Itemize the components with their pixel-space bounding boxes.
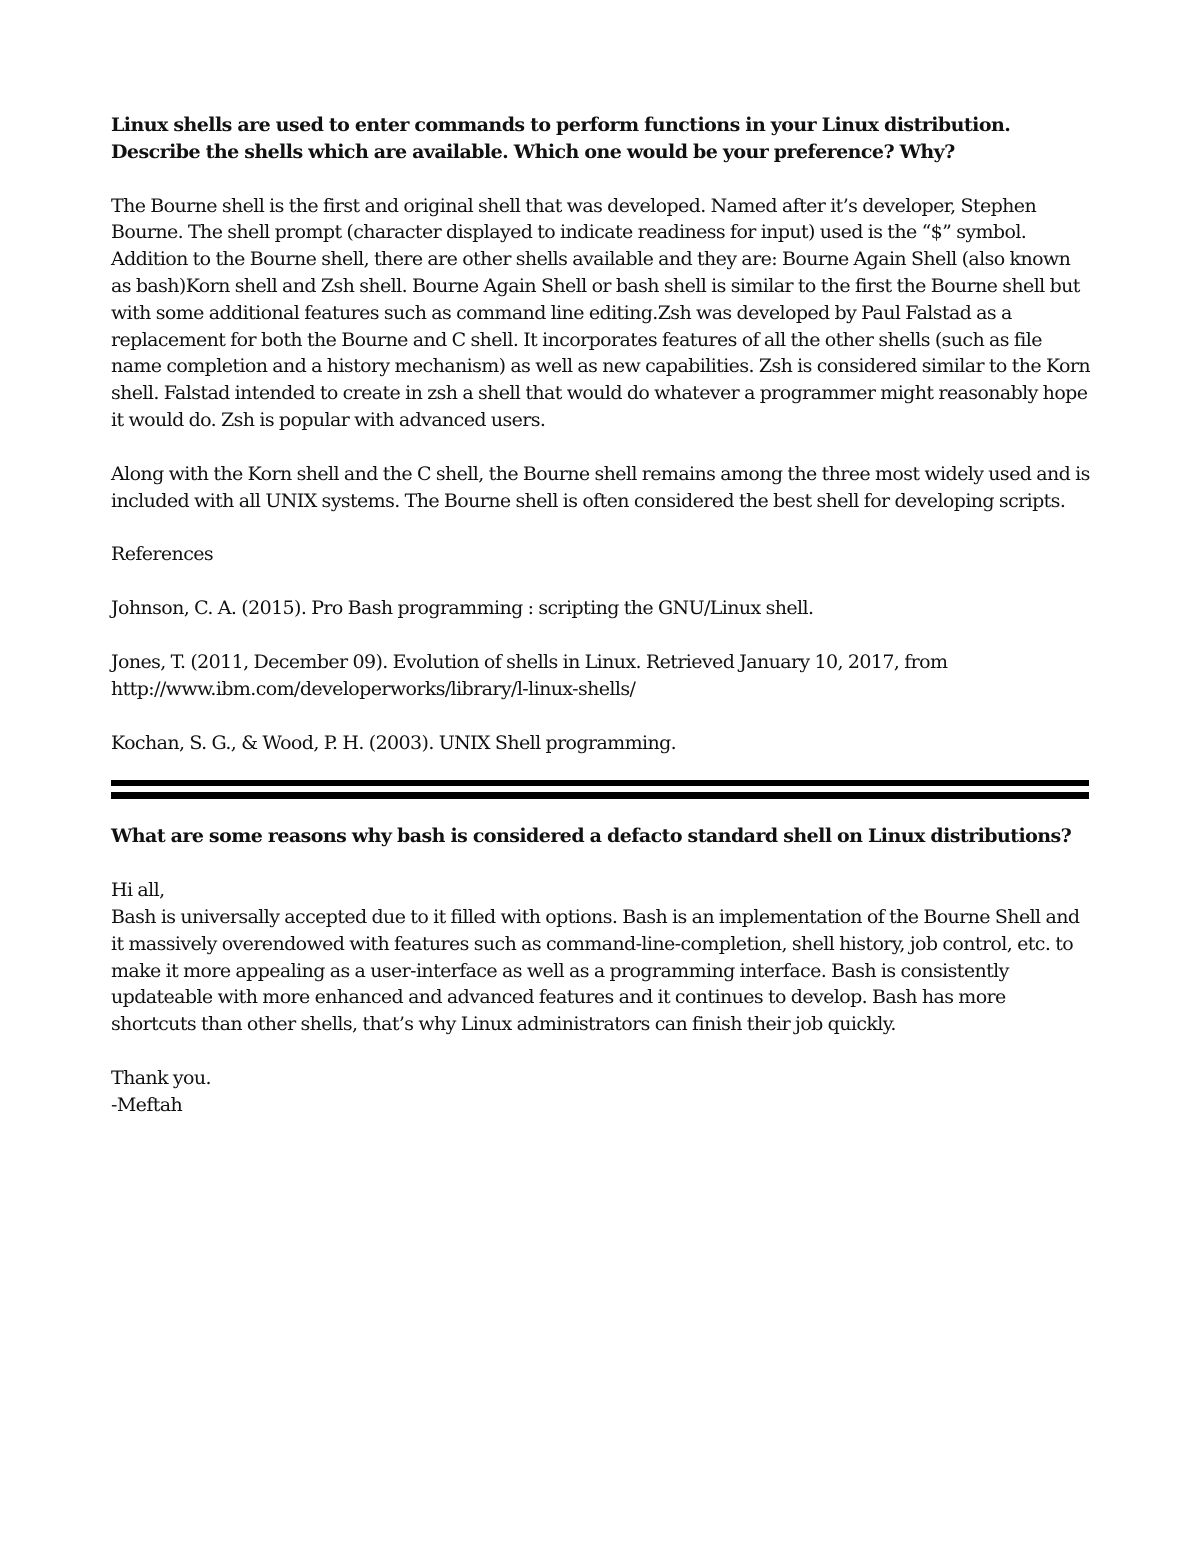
- answer-paragraph-1: The Bourne shell is the first and original shell that was developed. Named after it’s developer, Stephen Bourne. The shell prompt (character displayed to indicate readiness for input) used is the “$” symbol. Addition to the Bourne shell, there are other shells available and they are: Bourne Again Shell (also known as bash)Korn shell and Zsh shell. Bourne Again Shell or bash shell is similar to the first the Bourne shell but with some additional features such as command line editing.Zsh was developed by Paul Falstad as a replacement for both the Bourne and C shell. It incorporates features of all the other shells (such as file name completion and a history mechanism) as well as new capabilities. Zsh is considered similar to the Korn shell. Falstad intended to create in zsh a shell that would do whatever a programmer might reasonably hope it would do. Zsh is popular with advanced users.: [111, 194, 1090, 431]
- reply-signature: -Meftah: [111, 1093, 183, 1116]
- reference-johnson: Johnson, C. A. (2015). Pro Bash programming : scripting the GNU/Linux shell.: [111, 597, 814, 620]
- document-page: [111, 112, 1091, 1119]
- reference-kochan: Kochan, S. G., & Wood, P. H. (2003). UNIX Shell programming.: [111, 731, 677, 754]
- references-heading: References: [111, 543, 214, 566]
- question-1-line-1: Linux shells are used to enter commands to perform functions in your Linux distribution.: [111, 114, 1011, 136]
- question-2: What are some reasons why bash is considered a defacto standard shell on Linux distributions?: [111, 825, 1072, 848]
- reply-body: Bash is universally accepted due to it filled with options. Bash is an implementation of the Bourne Shell and it massively overendowed with features such as command-line-completion, shell history, job control, etc. to make it more appealing as a user-interface as well as a programming interface. Bash is consistently updateable with more enhanced and advanced features and it continues to develop. Bash has more shortcuts than other shells, that’s why Linux administrators can finish their job quickly.: [111, 905, 1080, 1036]
- section-divider: [111, 780, 1089, 799]
- reply-closing: Thank you.: [111, 1066, 211, 1089]
- question-1-line-2: Describe the shells which are available. Which one would be your preference? Why?: [111, 140, 955, 163]
- reply-greeting: Hi all,: [111, 879, 165, 902]
- reference-jones: Jones, T. (2011, December 09). Evolution of shells in Linux. Retrieved January 10, 2017, from http://www.ibm.com/developerworks/library/l-linux-shells/: [111, 650, 948, 700]
- answer-paragraph-2: Along with the Korn shell and the C shell, the Bourne shell remains among the three most widely used and is included with all UNIX systems. The Bourne shell is often considered the best shell for developing scripts.: [111, 462, 1090, 512]
- question-1: [111, 112, 1091, 166]
